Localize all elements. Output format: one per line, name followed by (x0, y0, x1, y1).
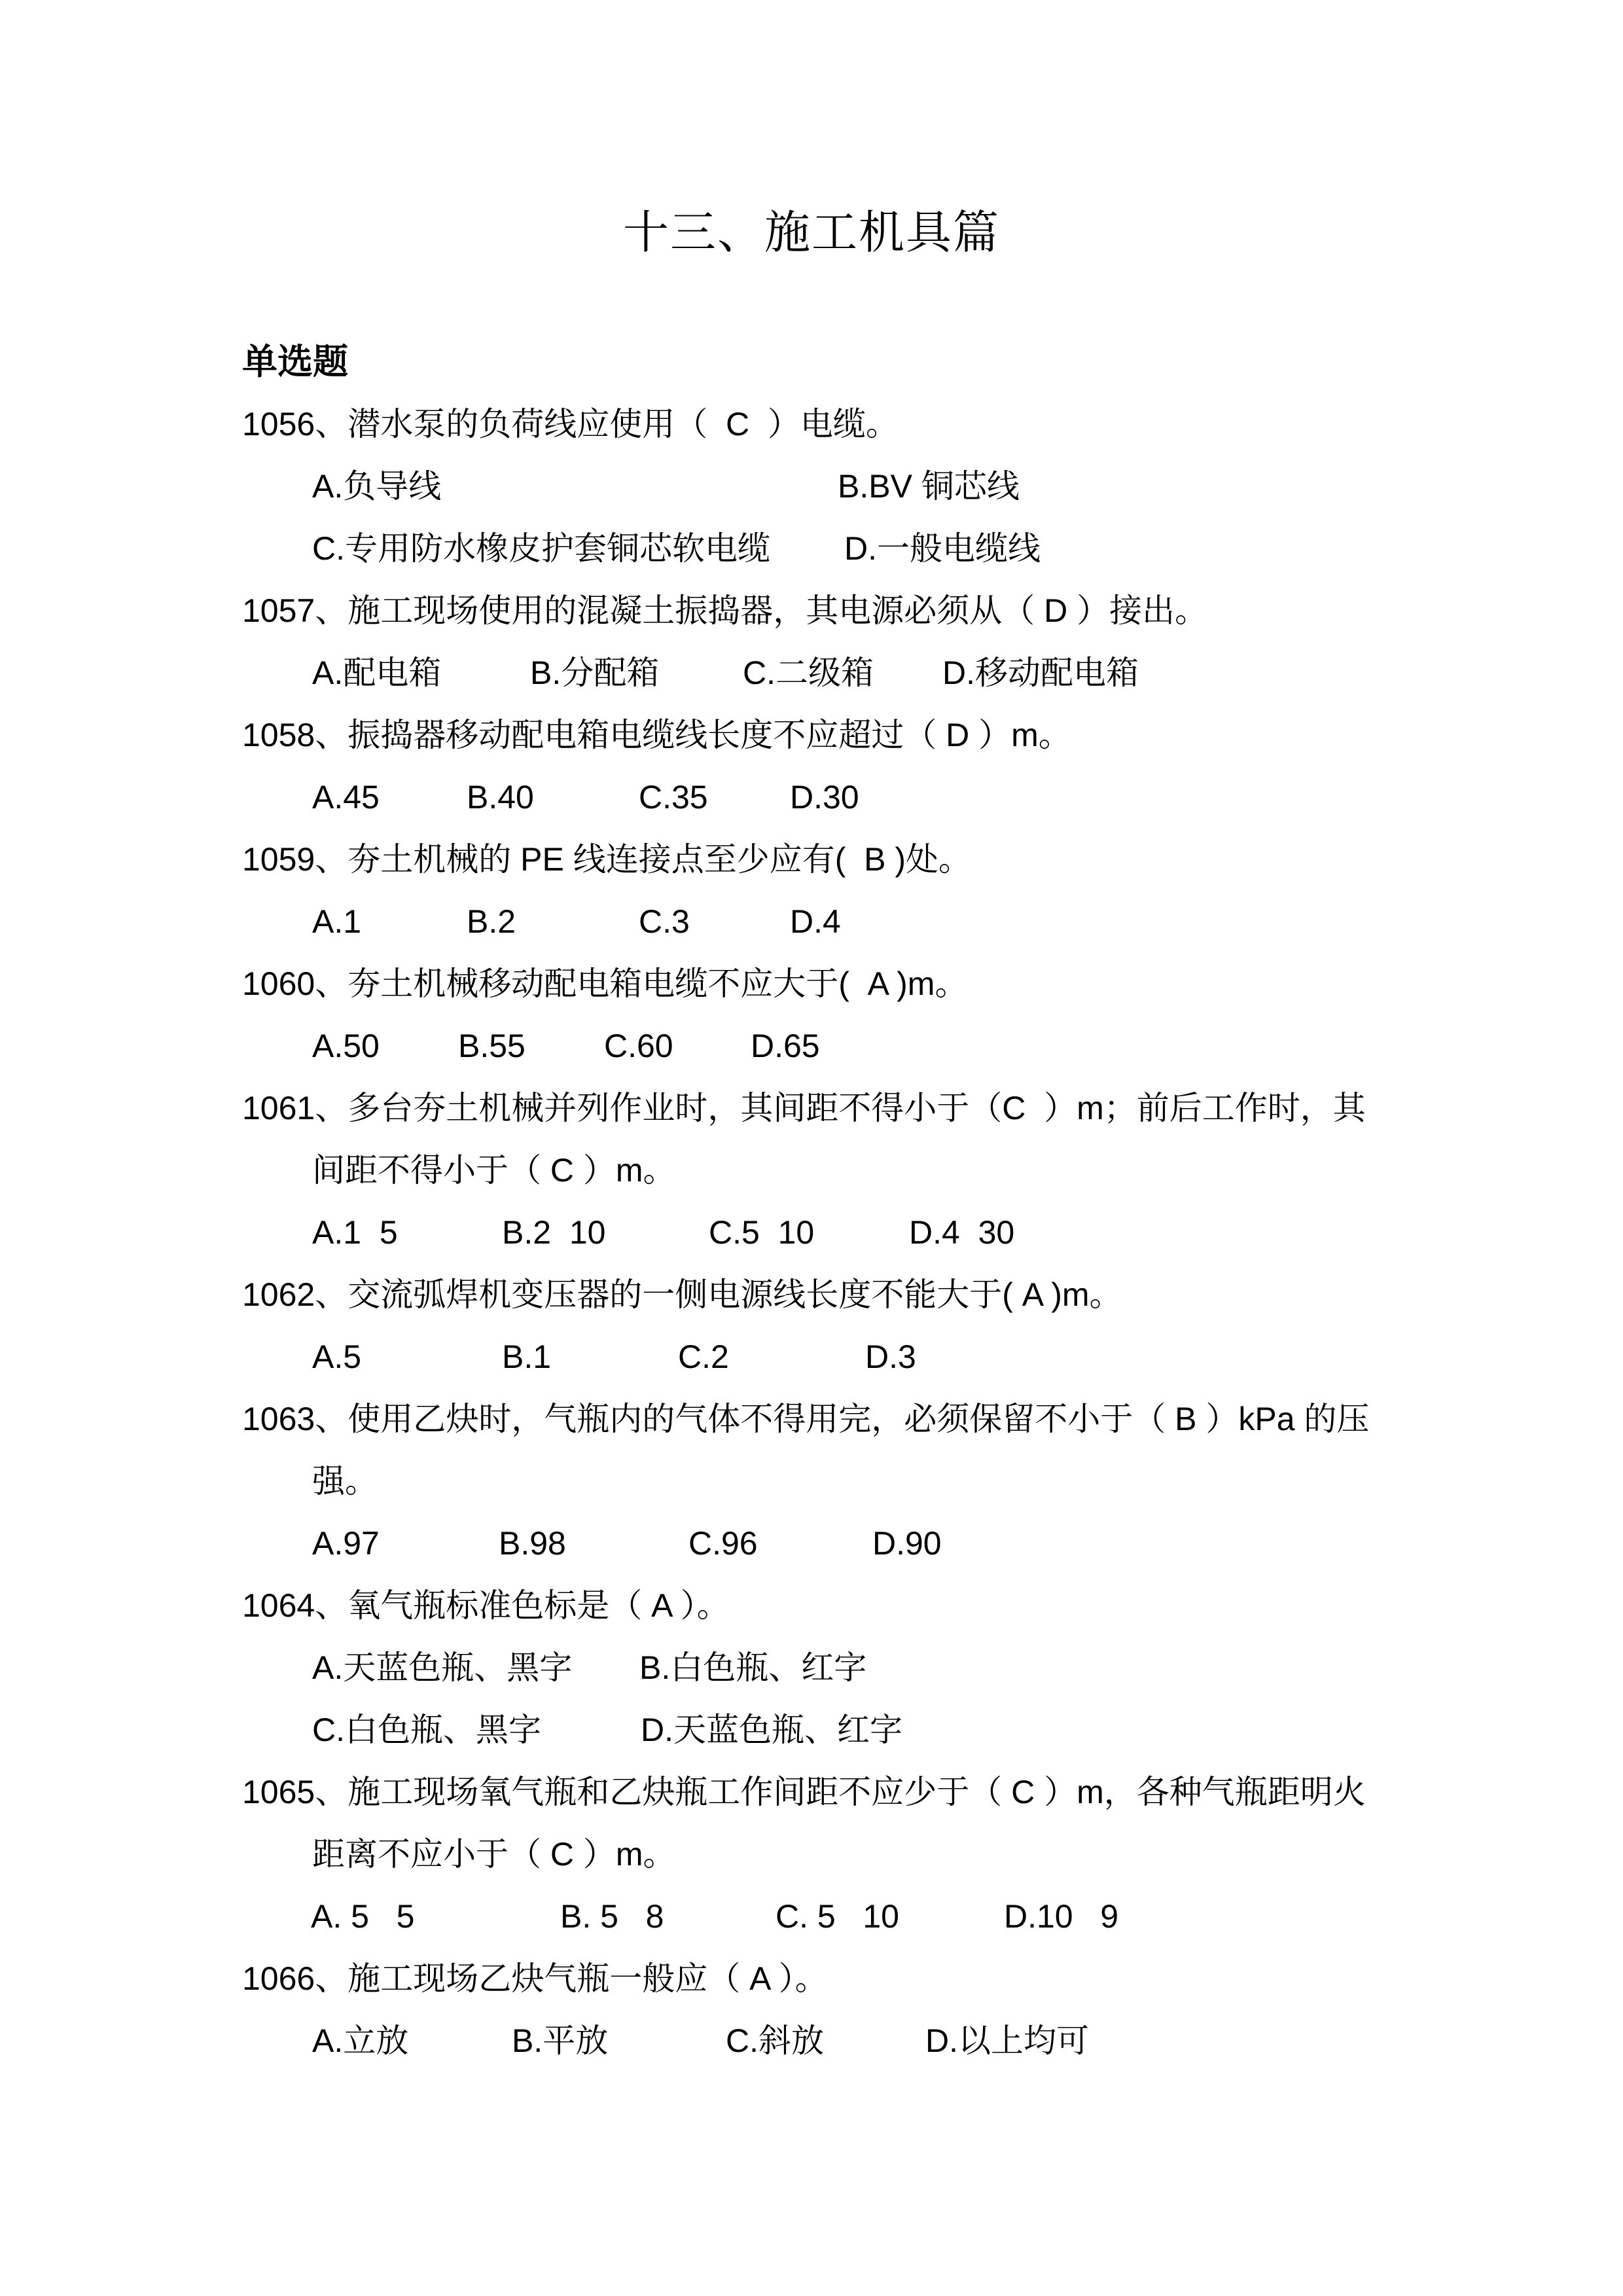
question-1057-text: 1057、施工现场使用的混凝土振捣器，其电源必须从（ D ）接出。 (242, 592, 1208, 629)
question-1062-option-a: A.5 (312, 1338, 362, 1375)
question-1060-text: 1060、夯土机械移动配电箱电缆不应大于( A )m。 (242, 965, 968, 1002)
question-1056-options-row-2 (242, 518, 1381, 580)
question-1064-option-c: C.白色瓶、黑字 (312, 1712, 541, 1748)
question-1066-options-row (242, 2010, 1381, 2072)
question-1058-text: 1058、振捣器移动配电箱电缆线长度不应超过（ D ）m。 (242, 717, 1071, 753)
question-1057-option-d: D.移动配电箱 (942, 655, 1139, 691)
question-1059-text: 1059、夯土机械的 PE 线连接点至少应有( B )处。 (242, 841, 972, 878)
question-1057-options-row (242, 642, 1381, 704)
question-1062-option-c: C.2 (678, 1338, 729, 1375)
question-1060-option-b: B.55 (458, 1028, 526, 1064)
question-1063-option-a: A.97 (312, 1525, 380, 1562)
question-1064-option-d: D.天蓝色瓶、红字 (641, 1712, 902, 1748)
question-1065-option-a: A. 5 5 (311, 1898, 415, 1935)
question-1056-options-row-1 (242, 456, 1381, 518)
question-1062-option-d: D.3 (865, 1338, 916, 1375)
question-1066-option-c: C.斜放 (726, 2022, 824, 2059)
question-1064-text: 1064、氧气瓶标准色标是（ A ）。 (242, 1587, 730, 1624)
question-1056-text: 1056、潜水泵的负荷线应使用（ C ）电缆。 (242, 406, 899, 442)
question-1060-option-d: D.65 (751, 1028, 820, 1064)
question-1056-option-a: A.负导线 (312, 468, 442, 505)
question-1061-option-b: B.2 10 (502, 1214, 606, 1251)
section-heading: 单选题 (242, 342, 348, 382)
question-1063-option-b: B.98 (499, 1525, 566, 1562)
question-1064-option-a: A.天蓝色瓶、黑字 (312, 1649, 573, 1686)
question-1062-options-row (242, 1326, 1381, 1388)
question-1062-option-b: B.1 (502, 1338, 552, 1375)
question-1056-option-c: C.专用防水橡皮护套铜芯软电缆 (312, 530, 770, 567)
question-1063-option-c: C.96 (688, 1525, 758, 1562)
question-1058-option-c: C.35 (639, 779, 708, 816)
question-1058-option-b: B.40 (467, 779, 534, 816)
question-1064-option-b: B.白色瓶、红字 (639, 1649, 867, 1686)
question-1058-option-d: D.30 (790, 779, 859, 816)
question-1065-text: 1065、施工现场氧气瓶和乙炔瓶工作间距不应少于（ C ）m，各种气瓶距明火 (242, 1774, 1366, 1810)
question-1061-option-a: A.1 5 (312, 1214, 398, 1251)
question-1065-options-row (242, 1886, 1381, 1948)
question-1059-option-b: B.2 (467, 903, 516, 940)
question-1059-option-d: D.4 (790, 903, 841, 940)
question-1059-option-a: A.1 (312, 903, 362, 940)
question-1066-option-a: A.立放 (312, 2022, 409, 2059)
question-1063-option-d: D.90 (872, 1525, 942, 1562)
question-1060-option-a: A.50 (312, 1028, 380, 1064)
question-1059-options-row (242, 891, 1381, 953)
question-1057-option-c: C.二级箱 (743, 655, 874, 691)
question-1065-text-continued: 距离不应小于（ C ）m。 (312, 1836, 676, 1873)
question-1064-options-row-2 (242, 1699, 1381, 1761)
question-1056-option-b: B.BV 铜芯线 (838, 468, 1020, 505)
question-1065-option-b: B. 5 8 (560, 1898, 664, 1935)
question-1066-option-b: B.平放 (512, 2022, 609, 2059)
question-1066-option-d: D.以上均可 (925, 2022, 1089, 2059)
question-1063-text: 1063、使用乙炔时，气瓶内的气体不得用完，必须保留不小于（ B ）kPa 的压 (242, 1401, 1370, 1437)
question-1057-option-b: B.分配箱 (530, 655, 660, 691)
question-1065-option-c: C. 5 10 (776, 1898, 899, 1935)
question-1061-option-d: D.4 30 (909, 1214, 1015, 1251)
question-1061-text-continued: 间距不得小于（ C ）m。 (312, 1152, 676, 1189)
page-title: 十三、施工机具篇 (623, 207, 1000, 258)
question-1065-option-d: D.10 9 (1004, 1898, 1119, 1935)
question-1063-text-continued: 强。 (312, 1463, 378, 1499)
question-1058-options-row (242, 766, 1381, 829)
question-1057-option-a: A.配电箱 (312, 655, 442, 691)
question-1061-option-c: C.5 10 (709, 1214, 815, 1251)
question-1062-text: 1062、交流弧焊机变压器的一侧电源线长度不能大于( A )m。 (242, 1276, 1122, 1313)
question-1060-option-c: C.60 (604, 1028, 673, 1064)
question-1061-options-row (242, 1202, 1381, 1264)
question-1066-text: 1066、施工现场乙炔气瓶一般应（ A ）。 (242, 1960, 828, 1997)
question-1056-option-d: D.一般电缆线 (844, 530, 1041, 567)
question-1059-option-c: C.3 (639, 903, 690, 940)
question-1058-option-a: A.45 (312, 779, 380, 816)
question-1060-options-row (242, 1015, 1381, 1077)
question-1061-text: 1061、多台夯土机械并列作业时，其间距不得小于（C ）m；前后工作时，其 (242, 1090, 1366, 1126)
question-1063-options-row (242, 1513, 1381, 1575)
question-1064-options-row-1 (242, 1637, 1381, 1699)
